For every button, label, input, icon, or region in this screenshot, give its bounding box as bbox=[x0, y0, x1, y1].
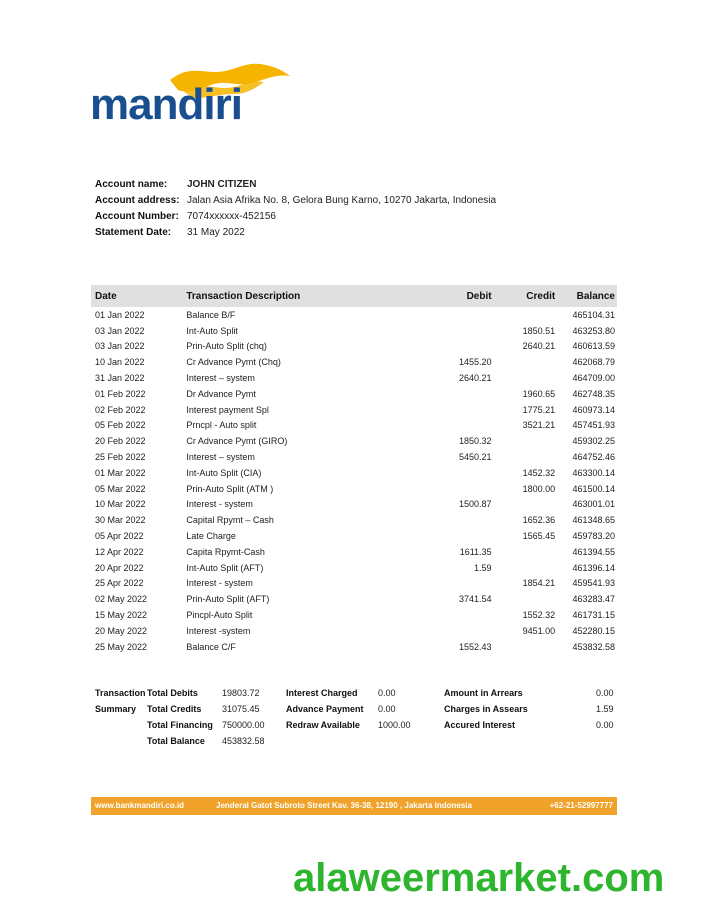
row-date: 10 Jan 2022 bbox=[95, 357, 145, 368]
table-row bbox=[91, 544, 617, 560]
row-debit bbox=[438, 402, 500, 418]
row-date: 02 May 2022 bbox=[95, 594, 148, 605]
table-row bbox=[91, 576, 617, 592]
row-date: 01 Feb 2022 bbox=[95, 388, 146, 399]
row-date: 15 May 2022 bbox=[95, 610, 148, 621]
account-address-value: Jalan Asia Afrika No. 8, Gelora Bung Karno, 10270 Jakarta, Indonesia bbox=[187, 194, 497, 206]
redraw-available-value: 1000.00 bbox=[378, 720, 411, 730]
row-balance: 459541.93 bbox=[572, 578, 615, 589]
mandiri-logo-text: mandiri bbox=[90, 80, 242, 129]
row-date: 05 Feb 2022 bbox=[95, 420, 146, 431]
row-credit bbox=[500, 497, 560, 513]
row-description: Int-Auto Split (CIA) bbox=[186, 467, 262, 478]
row-date: 12 Apr 2022 bbox=[95, 546, 144, 557]
total-balance-label: Total Balance bbox=[147, 736, 205, 746]
row-debit: 5450.21 bbox=[459, 452, 492, 463]
table-row bbox=[91, 639, 617, 655]
row-description: Interest payment Spl bbox=[186, 404, 269, 415]
row-description: Interest – system bbox=[186, 452, 255, 463]
amount-arrears-value: 0.00 bbox=[596, 688, 614, 698]
row-debit: 1552.43 bbox=[459, 641, 492, 652]
row-credit: 2640.21 bbox=[522, 341, 556, 352]
row-debit bbox=[438, 528, 500, 544]
row-description: Capital Rpymt – Cash bbox=[186, 515, 274, 526]
row-credit: 3521.21 bbox=[522, 420, 556, 431]
row-date: 03 Jan 2022 bbox=[95, 325, 145, 336]
row-description: Prin-Auto Split (ATM ) bbox=[186, 483, 274, 494]
footer-address: Jenderal Gatot Subroto Street Kav. 36-38, 12190 , Jakarta Indonesia bbox=[216, 801, 472, 810]
row-credit bbox=[500, 544, 560, 560]
row-balance: 462068.79 bbox=[572, 357, 615, 368]
row-balance: 463283.47 bbox=[572, 594, 615, 605]
footer-band bbox=[91, 797, 617, 815]
transactions-body bbox=[91, 307, 617, 655]
header-balance: Balance bbox=[559, 285, 617, 307]
row-debit bbox=[438, 307, 500, 323]
row-balance: 463001.01 bbox=[572, 499, 615, 510]
charges-arrears-label: Charges in Assears bbox=[444, 704, 528, 714]
table-row bbox=[91, 449, 617, 465]
table-row bbox=[91, 386, 617, 402]
account-number-row bbox=[95, 208, 496, 224]
row-credit bbox=[500, 307, 560, 323]
total-debits-label: Total Debits bbox=[147, 688, 198, 698]
row-balance: 464709.00 bbox=[572, 373, 615, 384]
row-date: 20 Feb 2022 bbox=[95, 436, 146, 447]
table-row bbox=[91, 354, 617, 370]
row-description: Prin-Auto Split (AFT) bbox=[186, 594, 270, 605]
header-credit: Credit bbox=[500, 285, 560, 307]
row-debit: 3741.54 bbox=[459, 594, 492, 605]
footer-phone: +62-21-52997777 bbox=[549, 801, 613, 810]
row-balance: 461731.15 bbox=[572, 610, 615, 621]
row-date: 05 Apr 2022 bbox=[95, 531, 144, 542]
row-balance: 464752.46 bbox=[572, 452, 615, 463]
row-credit bbox=[500, 370, 560, 386]
row-credit: 1565.45 bbox=[522, 531, 556, 542]
header-description: Transaction Description bbox=[186, 285, 438, 307]
table-row bbox=[91, 402, 617, 418]
row-balance: 457451.93 bbox=[572, 420, 615, 431]
row-debit bbox=[438, 623, 500, 639]
row-credit: 1452.32 bbox=[522, 467, 556, 478]
advance-payment-value: 0.00 bbox=[378, 704, 396, 714]
statement-date-label: Statement Date: bbox=[95, 226, 172, 238]
table-row bbox=[91, 481, 617, 497]
table-row bbox=[91, 623, 617, 639]
table-row bbox=[91, 323, 617, 339]
row-description: Balance B/F bbox=[186, 309, 236, 320]
row-credit: 1552.32 bbox=[522, 610, 556, 621]
row-credit: 1652.36 bbox=[522, 515, 556, 526]
row-date: 01 Jan 2022 bbox=[95, 309, 145, 320]
row-debit: 1455.20 bbox=[459, 357, 492, 368]
account-number-label: Account Number: bbox=[95, 210, 179, 222]
account-name-value: JOHN CITIZEN bbox=[187, 178, 257, 190]
account-name-row bbox=[95, 176, 496, 192]
advance-payment-label: Advance Payment bbox=[286, 704, 364, 714]
row-description: Dr Advance Pymt bbox=[186, 388, 256, 399]
row-debit bbox=[438, 607, 500, 623]
row-description: Cr Advance Pymt (Chq) bbox=[186, 357, 281, 368]
row-credit bbox=[500, 433, 560, 449]
account-address-label: Account address: bbox=[95, 194, 180, 206]
summary-title-line2: Summary bbox=[95, 704, 137, 714]
interest-charged-label: Interest Charged bbox=[286, 688, 358, 698]
row-date: 31 Jan 2022 bbox=[95, 373, 145, 384]
row-description: Prncpl - Auto split bbox=[186, 420, 257, 431]
table-row bbox=[91, 418, 617, 434]
row-credit: 1854.21 bbox=[522, 578, 556, 589]
header-debit: Debit bbox=[438, 285, 500, 307]
row-balance: 459783.20 bbox=[572, 531, 615, 542]
row-balance: 453832.58 bbox=[572, 641, 615, 652]
total-credits-label: Total Credits bbox=[147, 704, 202, 714]
row-date: 25 Apr 2022 bbox=[95, 578, 144, 589]
table-row bbox=[91, 591, 617, 607]
row-balance: 460973.14 bbox=[572, 404, 615, 415]
row-balance: 459302.25 bbox=[572, 436, 615, 447]
table-row bbox=[91, 370, 617, 386]
row-debit bbox=[438, 339, 500, 355]
transactions-table bbox=[91, 285, 617, 655]
row-debit bbox=[438, 576, 500, 592]
row-date: 20 Apr 2022 bbox=[95, 562, 144, 573]
row-debit: 1850.32 bbox=[459, 436, 492, 447]
row-description: Interest - system bbox=[186, 499, 253, 510]
row-credit bbox=[500, 449, 560, 465]
row-balance: 461394.55 bbox=[572, 546, 615, 557]
table-row bbox=[91, 433, 617, 449]
table-row bbox=[91, 497, 617, 513]
total-financing-value: 750000.00 bbox=[222, 720, 265, 730]
interest-charged-value: 0.00 bbox=[378, 688, 396, 698]
row-debit: 2640.21 bbox=[459, 373, 492, 384]
total-financing-label: Total Financing bbox=[147, 720, 213, 730]
account-address-row bbox=[95, 192, 496, 208]
total-credits-value: 31075.45 bbox=[222, 704, 260, 714]
account-info bbox=[95, 176, 496, 240]
row-date: 30 Mar 2022 bbox=[95, 515, 146, 526]
row-credit bbox=[500, 639, 560, 655]
row-description: Interest - system bbox=[186, 578, 253, 589]
row-description: Pincpl-Auto Split bbox=[186, 610, 253, 621]
row-description: Capita Rpymt-Cash bbox=[186, 546, 265, 557]
row-credit bbox=[500, 560, 560, 576]
total-debits-value: 19803.72 bbox=[222, 688, 260, 698]
row-description: Interest -system bbox=[186, 625, 251, 636]
charges-arrears-value: 1.59 bbox=[596, 704, 614, 714]
row-date: 01 Mar 2022 bbox=[95, 467, 146, 478]
row-description: Prin-Auto Split (chq) bbox=[186, 341, 267, 352]
row-balance: 452280.15 bbox=[572, 625, 615, 636]
row-description: Interest – system bbox=[186, 373, 255, 384]
summary-title-line1: Transaction bbox=[95, 688, 146, 698]
table-header-row bbox=[91, 285, 617, 307]
row-balance: 460613.59 bbox=[572, 341, 615, 352]
row-balance: 463253.80 bbox=[572, 325, 615, 336]
row-date: 20 May 2022 bbox=[95, 625, 148, 636]
table-row bbox=[91, 465, 617, 481]
row-debit: 1.59 bbox=[474, 562, 492, 573]
row-debit bbox=[438, 323, 500, 339]
row-description: Cr Advance Pymt (GIRO) bbox=[186, 436, 288, 447]
table-row bbox=[91, 528, 617, 544]
row-description: Int-Auto Split bbox=[186, 325, 238, 336]
row-debit: 1500.87 bbox=[459, 499, 492, 510]
row-balance: 461500.14 bbox=[572, 483, 615, 494]
header-date: Date bbox=[91, 285, 186, 307]
account-name-label: Account name: bbox=[95, 178, 168, 190]
table-row bbox=[91, 339, 617, 355]
statement-date-row bbox=[95, 224, 496, 240]
row-debit bbox=[438, 512, 500, 528]
row-balance: 465104.31 bbox=[572, 309, 615, 320]
row-credit: 1775.21 bbox=[522, 404, 556, 415]
footer-website-link[interactable]: www.bankmandiri.co.id bbox=[95, 801, 185, 810]
row-credit: 1800.00 bbox=[522, 483, 556, 494]
row-description: Balance C/F bbox=[186, 641, 236, 652]
row-date: 25 Feb 2022 bbox=[95, 452, 146, 463]
row-date: 10 Mar 2022 bbox=[95, 499, 146, 510]
account-number-value: 7074xxxxxx-452156 bbox=[187, 210, 276, 222]
accured-interest-value: 0.00 bbox=[596, 720, 614, 730]
row-date: 05 Mar 2022 bbox=[95, 483, 146, 494]
total-balance-value: 453832.58 bbox=[222, 736, 265, 746]
amount-arrears-label: Amount in Arrears bbox=[444, 688, 523, 698]
row-debit: 1611.35 bbox=[459, 546, 492, 557]
table-row bbox=[91, 512, 617, 528]
row-description: Late Charge bbox=[186, 531, 236, 542]
row-description: Int-Auto Split (AFT) bbox=[186, 562, 264, 573]
table-row bbox=[91, 607, 617, 623]
row-credit: 9451.00 bbox=[522, 625, 556, 636]
row-balance: 461396.14 bbox=[572, 562, 615, 573]
row-date: 25 May 2022 bbox=[95, 641, 148, 652]
row-balance: 462748.35 bbox=[572, 388, 615, 399]
row-debit bbox=[438, 386, 500, 402]
watermark-text: alaweermarket.com bbox=[293, 856, 665, 900]
row-credit: 1960.65 bbox=[522, 388, 556, 399]
row-credit bbox=[500, 591, 560, 607]
statement-date-value: 31 May 2022 bbox=[187, 226, 245, 238]
table-row bbox=[91, 560, 617, 576]
row-credit: 1850.51 bbox=[522, 325, 556, 336]
accured-interest-label: Accured Interest bbox=[444, 720, 516, 730]
row-debit bbox=[438, 418, 500, 434]
row-date: 02 Feb 2022 bbox=[95, 404, 146, 415]
row-debit bbox=[438, 481, 500, 497]
row-balance: 463300.14 bbox=[572, 467, 615, 478]
row-credit bbox=[500, 354, 560, 370]
table-row bbox=[91, 307, 617, 323]
redraw-available-label: Redraw Available bbox=[286, 720, 360, 730]
row-date: 03 Jan 2022 bbox=[95, 341, 145, 352]
row-debit bbox=[438, 465, 500, 481]
row-balance: 461348.65 bbox=[572, 515, 615, 526]
